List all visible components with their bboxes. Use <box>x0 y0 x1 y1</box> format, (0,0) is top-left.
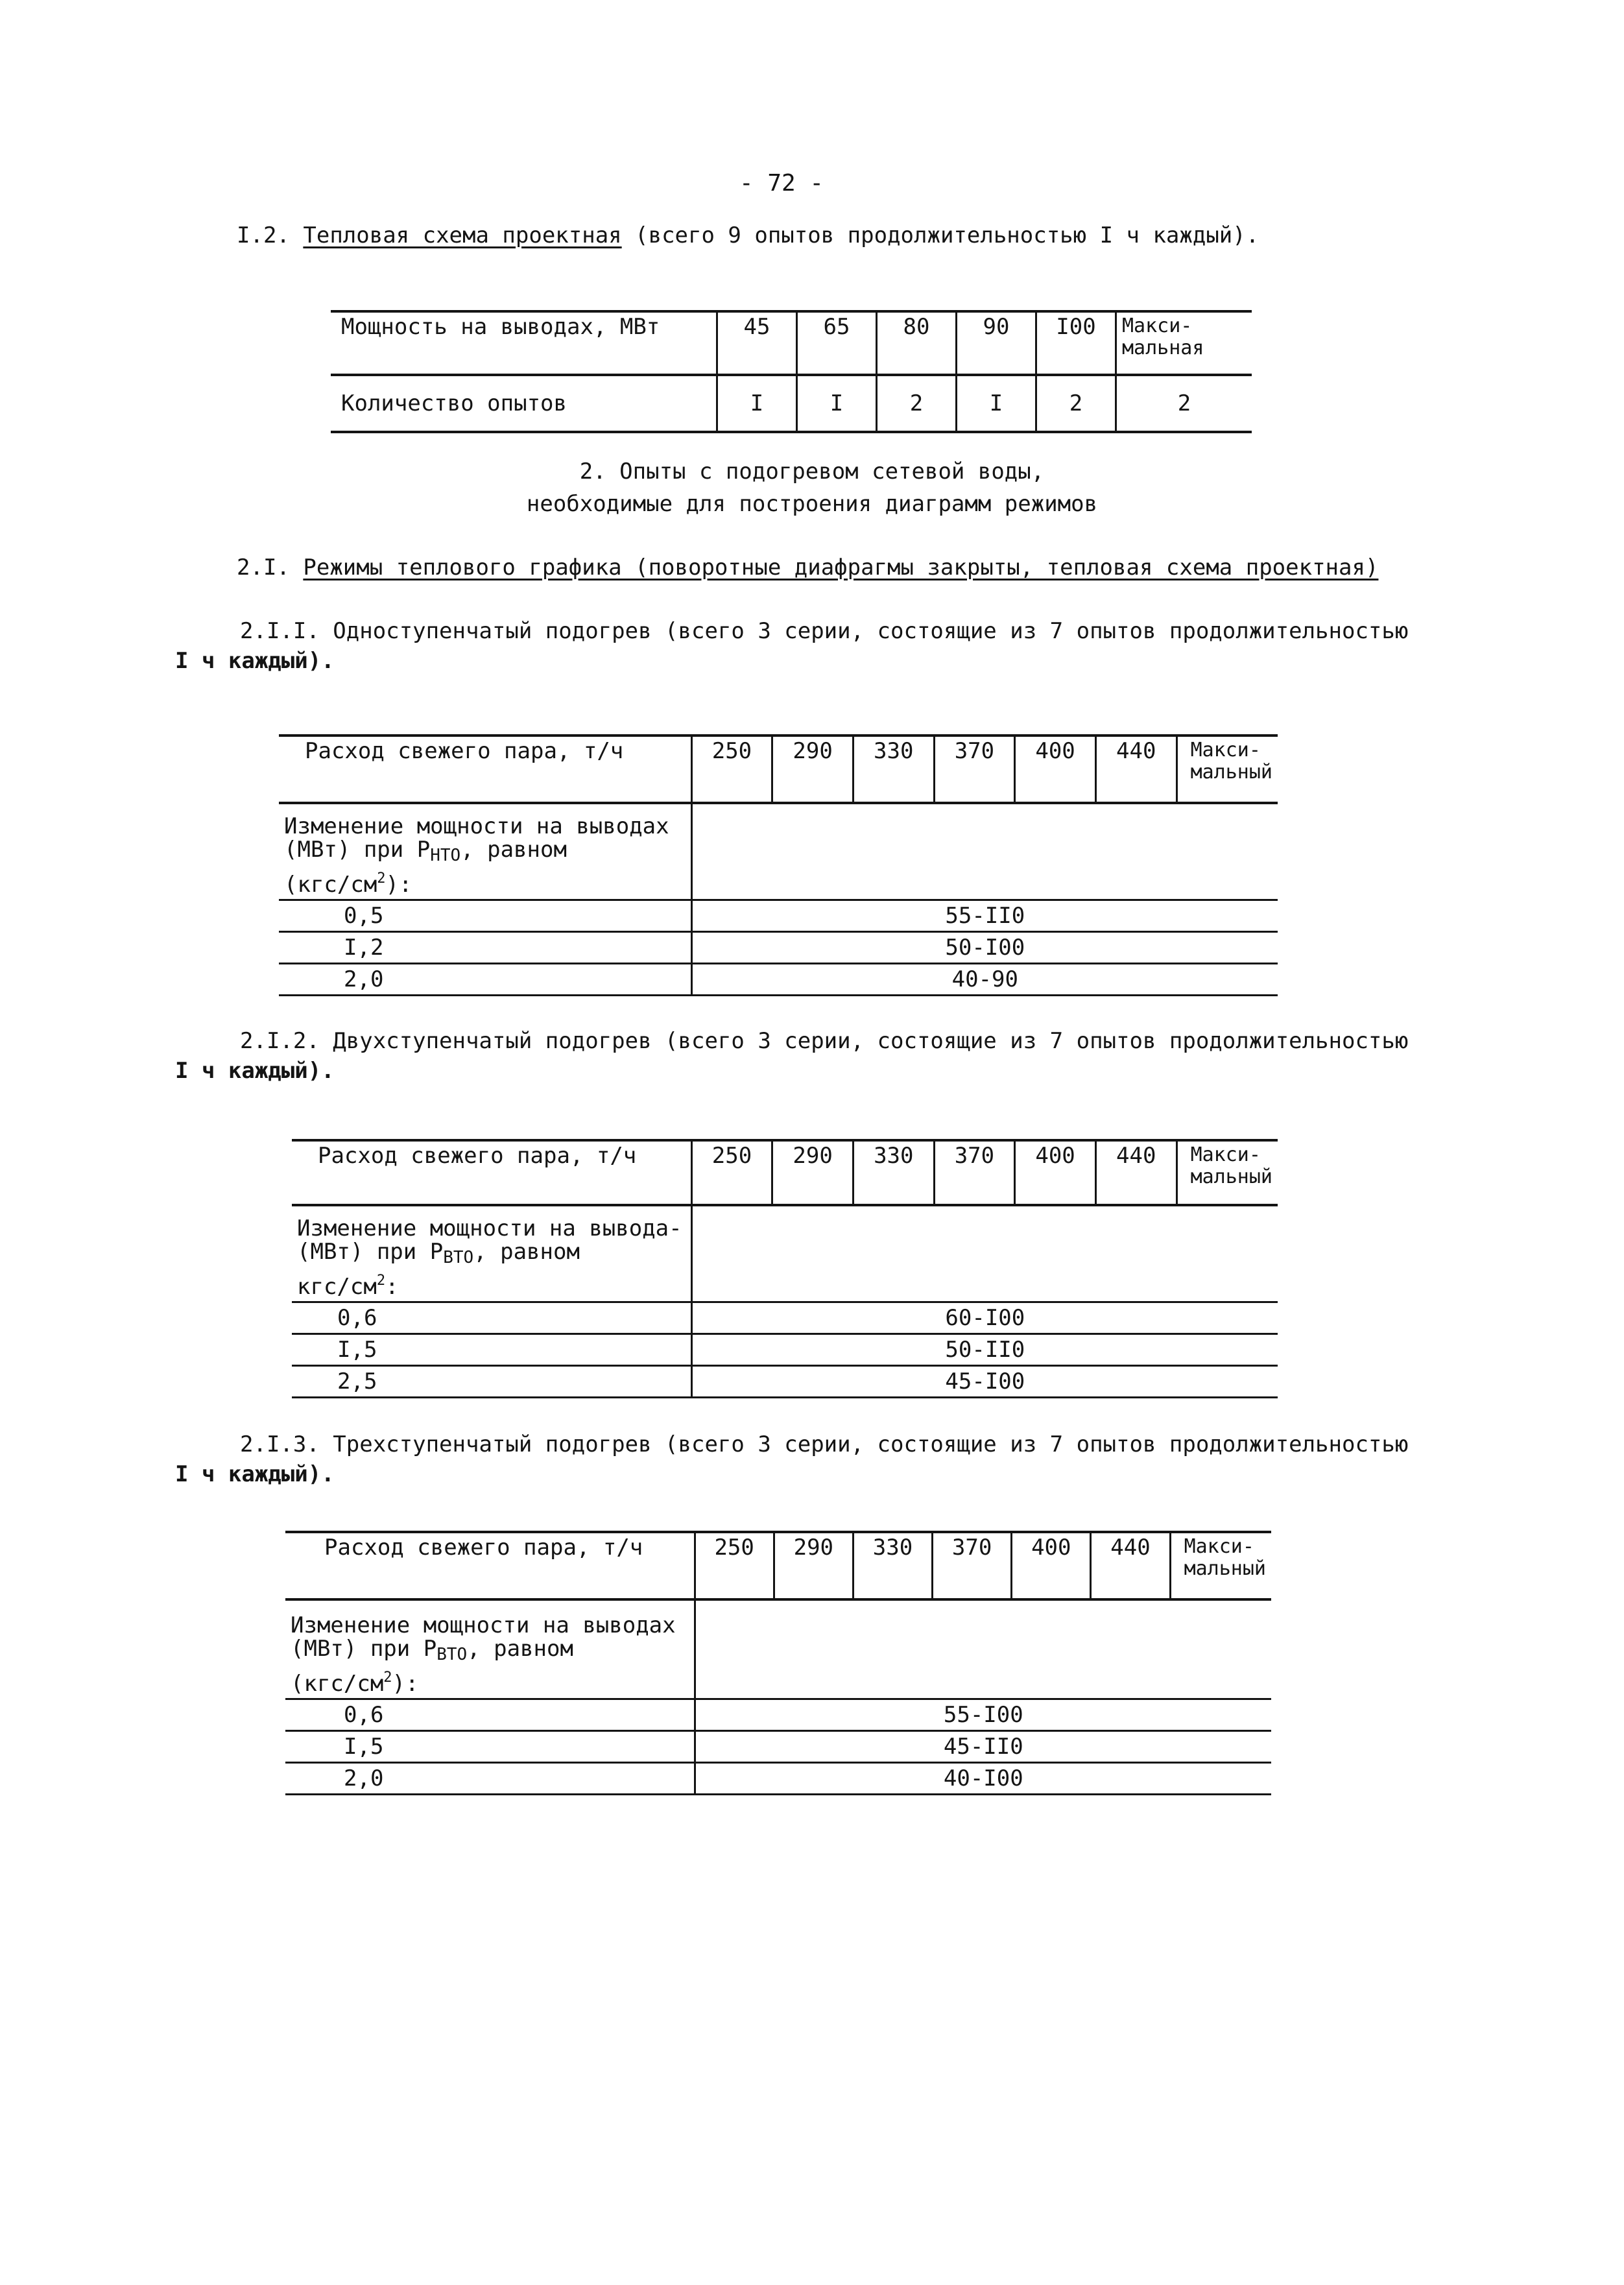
power-range: 40-90 <box>691 964 1278 996</box>
tests-count: I <box>797 375 877 432</box>
table-row <box>292 1302 1278 1334</box>
section-number: I.2. <box>237 222 290 248</box>
page-number: - 72 - <box>739 170 824 197</box>
flow-value: 370 <box>934 736 1015 803</box>
section-2-1-3 <box>175 1430 1408 1489</box>
table-row <box>285 1763 1271 1795</box>
section-2-heading <box>0 455 1624 520</box>
flow-value: 440 <box>1091 1532 1170 1599</box>
power-range: 55-I00 <box>695 1699 1271 1731</box>
section-title: Тепловая схема проектная <box>303 222 622 248</box>
pressure-value: 2,0 <box>279 964 691 996</box>
table-power-tests <box>331 310 1252 433</box>
power-value: 45 <box>717 311 797 375</box>
power-range: 40-I00 <box>695 1763 1271 1795</box>
power-value: I00 <box>1036 311 1116 375</box>
table-row <box>279 964 1278 996</box>
flow-label: Расход свежего пара, т/ч <box>292 1140 691 1205</box>
power-change-label: Изменение мощности на выводах (МВт) при $P_{НТО}$, равном $(кгс/см^2)$: <box>279 803 691 900</box>
table-row <box>279 932 1278 964</box>
pressure-value: I,5 <box>292 1334 691 1366</box>
power-value: 80 <box>877 311 957 375</box>
pressure-value: 2,0 <box>285 1763 695 1795</box>
table-row <box>285 1731 1271 1763</box>
table-three-stage <box>285 1531 1271 1795</box>
pressure-value: I,2 <box>279 932 691 964</box>
flow-value: 330 <box>853 1532 932 1599</box>
pressure-value: 0,6 <box>285 1699 695 1731</box>
section-1-2 <box>237 221 1259 250</box>
heading-line: необходимые для построения диаграмм режимов <box>526 491 1098 517</box>
flow-value: 400 <box>1012 1532 1091 1599</box>
power-value-max: Макси- мальная <box>1116 311 1252 375</box>
power-range: 60-I00 <box>691 1302 1278 1334</box>
table-row <box>292 1366 1278 1398</box>
empty-cell <box>691 803 1278 900</box>
flow-value: 400 <box>1015 736 1096 803</box>
flow-value: 250 <box>691 1140 772 1205</box>
paragraph-line: 2.I.I. Одноступенчатый подогрев (всего 3 серии, состоящие из 7 опытов продолжительностью <box>240 618 1409 644</box>
pressure-value: 0,5 <box>279 900 691 932</box>
tests-count: I <box>957 375 1036 432</box>
empty-cell <box>691 1205 1278 1302</box>
paragraph-line: 2.I.3. Трехступенчатый подогрев (всего 3 серии, состоящие из 7 опытов продолжительностью <box>240 1431 1409 1457</box>
power-range: 50-II0 <box>691 1334 1278 1366</box>
power-change-label: Изменение мощности на вывода- (МВт) при $P_{ВТО}$, равном кгс/$см^2$: <box>292 1205 691 1302</box>
table-row <box>279 900 1278 932</box>
flow-max: Макси- мальный <box>1176 1140 1278 1205</box>
section-2-1 <box>237 553 1378 582</box>
flow-value: 290 <box>772 1140 854 1205</box>
flow-value: 330 <box>853 1140 934 1205</box>
flow-value: 370 <box>933 1532 1012 1599</box>
power-range: 55-II0 <box>691 900 1278 932</box>
tests-count: I <box>717 375 797 432</box>
section-2-1-2 <box>175 1026 1408 1086</box>
pressure-value: 2,5 <box>292 1366 691 1398</box>
tests-count: 2 <box>1116 375 1252 432</box>
flow-value: 250 <box>695 1532 774 1599</box>
heading-line: 2. Опыты с подогревом сетевой воды, <box>579 459 1045 485</box>
section-title: Режимы теплового графика (поворотные диафрагмы закрыты, тепловая схема проектная) <box>303 555 1379 580</box>
flow-value: 290 <box>772 736 854 803</box>
power-range: 50-I00 <box>691 932 1278 964</box>
table-row <box>285 1699 1271 1731</box>
table-two-stage <box>292 1139 1278 1398</box>
section-text: (всего 9 опытов продолжительностью I ч каждый). <box>635 222 1260 248</box>
paragraph-line: I ч каждый). <box>175 1461 335 1487</box>
flow-value: 370 <box>934 1140 1015 1205</box>
flow-max: Макси- мальный <box>1170 1532 1271 1599</box>
flow-value: 250 <box>691 736 772 803</box>
flow-value: 290 <box>774 1532 853 1599</box>
tests-label: Количество опытов <box>331 375 717 432</box>
flow-value: 440 <box>1095 736 1176 803</box>
section-number: 2.I. <box>237 555 290 580</box>
tests-count: 2 <box>1036 375 1116 432</box>
flow-label: Расход свежего пара, т/ч <box>279 736 691 803</box>
power-value: 90 <box>957 311 1036 375</box>
flow-value: 440 <box>1095 1140 1176 1205</box>
table-single-stage <box>279 734 1278 996</box>
paragraph-line: 2.I.2. Двухступенчатый подогрев (всего 3 серии, состоящие из 7 опытов продолжительностью <box>240 1028 1409 1054</box>
flow-max: Макси- мальный <box>1176 736 1278 803</box>
paragraph-line: I ч каждый). <box>175 1058 335 1084</box>
pressure-value: 0,6 <box>292 1302 691 1334</box>
flow-value: 400 <box>1015 1140 1096 1205</box>
section-2-1-1 <box>175 616 1408 676</box>
power-change-label: Изменение мощности на выводах (МВт) при $P_{ВТО}$, равном $(кгс/см^2)$: <box>285 1599 695 1699</box>
power-value: 65 <box>797 311 877 375</box>
pressure-value: I,5 <box>285 1731 695 1763</box>
flow-label: Расход свежего пара, т/ч <box>285 1532 695 1599</box>
power-range: 45-II0 <box>695 1731 1271 1763</box>
flow-value: 330 <box>853 736 934 803</box>
tests-count: 2 <box>877 375 957 432</box>
empty-cell <box>695 1599 1271 1699</box>
table-row <box>292 1334 1278 1366</box>
paragraph-line: I ч каждый). <box>175 648 335 674</box>
power-label: Мощность на выводах, МВт <box>331 311 717 375</box>
power-range: 45-I00 <box>691 1366 1278 1398</box>
